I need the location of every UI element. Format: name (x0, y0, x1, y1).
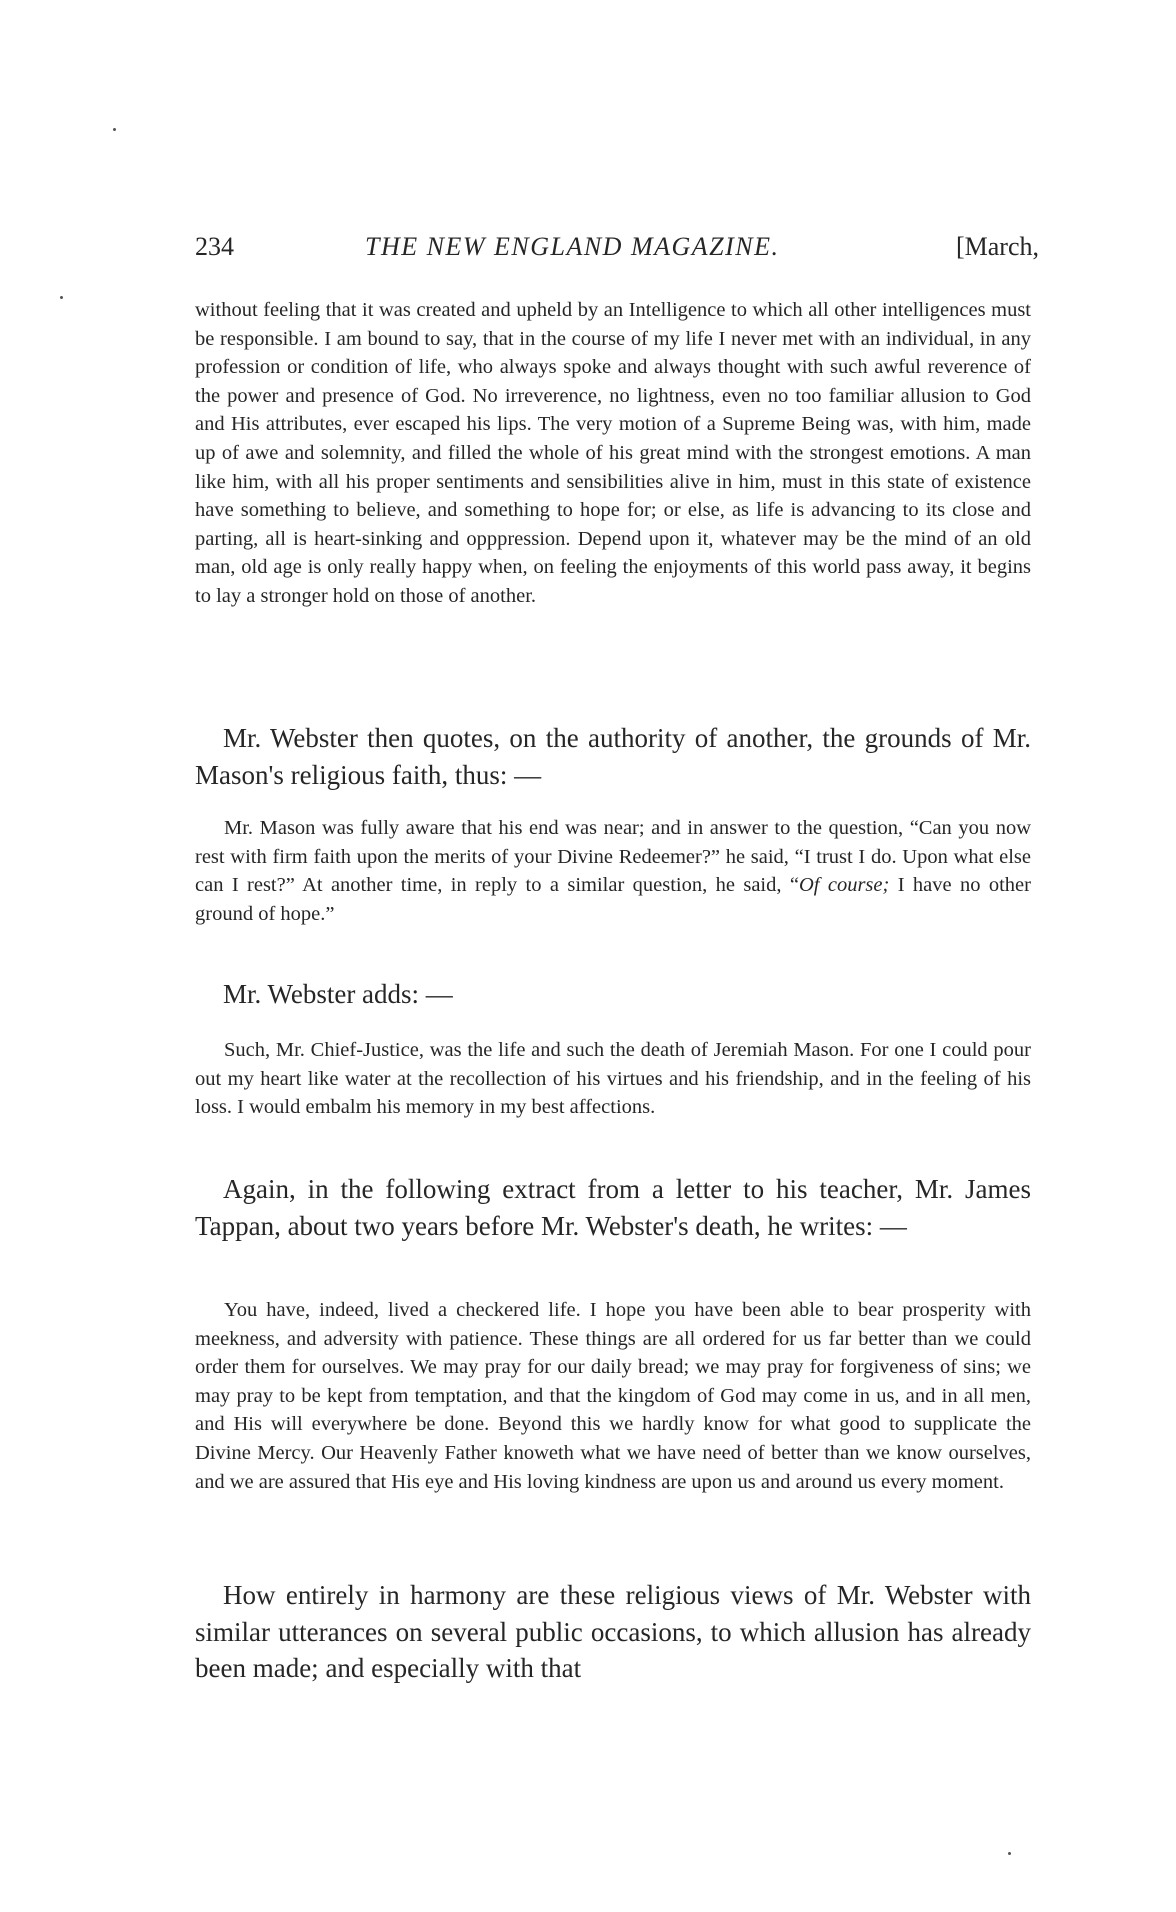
scan-speck (1008, 1852, 1011, 1855)
body-paragraph: How entirely in harmony are these religious views of Mr. Webster with similar utterances on several public occasions, to which allusion has already been made; and especially with that (195, 1580, 1031, 1683)
body-paragraph: Again, in the following extract from a letter to his teacher, Mr. James Tappan, about two years before Mr. Webster's death, he writes: — (195, 1174, 1031, 1241)
page-number: 234 (195, 232, 234, 261)
body-paragraph: Mr. Webster adds: — (223, 979, 453, 1009)
quoted-passage: Such, Mr. Chief-Justice, was the life and such the death of Jeremiah Mason. For one I could pour out my heart like water at the recollection of his virtues and his friendship, and in the feeling of his loss. I would embalm his memory in my best affections. (195, 1039, 1031, 1119)
quote-text: I have no other ground of hope.” (195, 874, 1031, 925)
quote-text: Mr. Mason was fully aware that his end was near; and in answer to the question, “Can you now rest with firm faith upon the merits of your Divine Redeemer?” he said, “I trust I do. Upon what else can I rest?” At another time, in reply to a similar question, he said, “ (195, 817, 1031, 897)
issue-month: [March, (955, 232, 1039, 261)
quoted-letter: You have, indeed, lived a checkered life. I hope you have been able to bear prosperity with meekness, and adversity with patience. These things are all ordered for us far better than we could order them for ourselves. We may pray for our daily bread; we may pray for forgiveness of sins; we may pray to be kept from temptation, and that the kingdom of God may come in us, and in all men, and His will everywhere be done. Beyond this we hardly know for what good to supplicate the Divine Mercy. Our Heavenly Father knoweth what we have need of better than we know ourselves, and we are assured that His eye and His loving kindness are upon us and around us every moment. (195, 1299, 1031, 1493)
scan-speck (113, 128, 116, 131)
quote-emphasis: Of course; (798, 874, 890, 897)
quoted-passage (195, 814, 1031, 928)
body-paragraph: Mr. Webster then quotes, on the authority of another, the grounds of Mr. Mason's religious faith, thus: — (195, 723, 1031, 790)
quoted-passage-continuation: without feeling that it was created and upheld by an Intelligence to which all other intelligences must be responsible. I am bound to say, that in the course of my life I never met with an individual, in any profession or condition of life, who always spoke and always thought with such awful reverence of the power and presence of God. No irreverence, no lightness, even no too familiar allusion to God and His attributes, ever escaped his lips. The very motion of a Supreme Being was, with him, made up of awe and solemnity, and filled the whole of his great mind with the strongest emotions. A man like him, with all his proper sentiments and sensibilities alive in him, must in this state of existence have something to believe, and something to hope for; or else, as life is advancing to its close and parting, all is heart-sinking and opppression. Depend upon it, whatever may be the mind of an old man, old age is only really happy when, on feeling the enjoyments of this world pass away, it begins to lay a stronger hold on those of another. (195, 299, 1031, 607)
scan-speck (60, 296, 63, 299)
running-title: THE NEW ENGLAND MAGAZINE. (365, 232, 780, 261)
page-header (195, 232, 1039, 272)
